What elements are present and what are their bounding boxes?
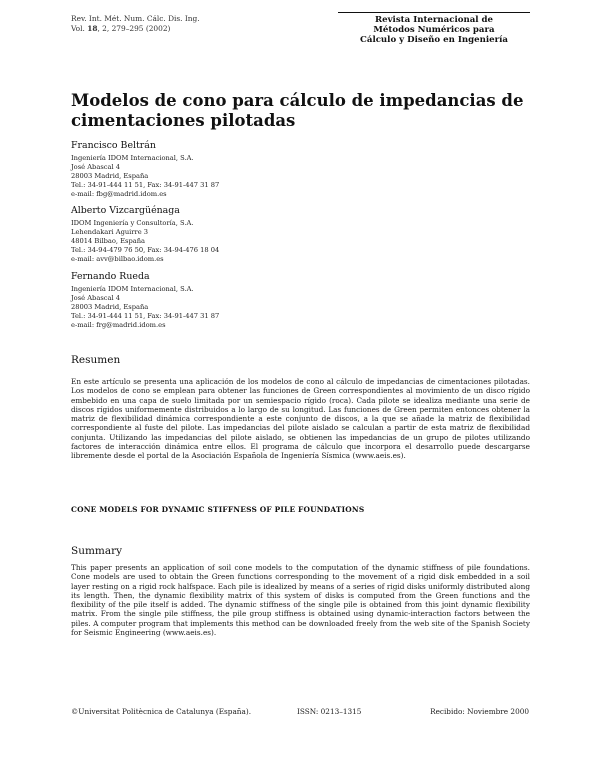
- citation-line-1: Rev. Int. Mét. Num. Cálc. Dis. Ing.: [71, 14, 200, 23]
- author-block: [71, 271, 371, 330]
- journal-line: Revista Internacional de: [374, 15, 494, 25]
- author-block: [71, 205, 371, 264]
- vol-prefix: Vol.: [71, 24, 85, 33]
- author-email: e-mail: frg@madrid.idom.es: [71, 321, 166, 330]
- author-address: José Abascal 4: [71, 163, 121, 172]
- author-phone: Tel.: 34-91-444 11 51, Fax: 34-91-447 31 87: [71, 312, 220, 321]
- author-phone: Tel.: 34-94-479 76 50, Fax: 34-94-476 18 04: [71, 246, 220, 255]
- footer-issn: ISSN: 0213–1315: [297, 707, 362, 716]
- author-affiliation: Ingeniería IDOM Internacional, S.A.: [71, 285, 194, 293]
- author-name: Francisco Beltrán: [71, 140, 156, 151]
- journal-rule: [338, 12, 530, 13]
- author-affiliation: IDOM Ingeniería y Consultoría, S.A.: [71, 219, 194, 227]
- citation-header: [71, 14, 200, 34]
- vol-number: 18: [87, 24, 98, 33]
- journal-line: Cálculo y Diseño en Ingeniería: [360, 35, 508, 45]
- journal-name: [338, 15, 530, 45]
- author-name: Alberto Vizcargüénaga: [71, 205, 180, 216]
- author-name: Fernando Rueda: [71, 271, 150, 282]
- journal-line: Métodos Numéricos para: [373, 25, 495, 35]
- resumen-text: En este artículo se presenta una aplicación de los modelos de cono al cálculo de impedancias de cimentaciones pilotadas. Los modelos de cono se emplean para obtener las funciones de Green correspondientes al movimiento de un disco rígido embebido en una capa de suelo limitada por un semiespacio rígido (roca). Cada pilote se idealiza mediante una serie de discos rígidos uniformemente distribuidos a lo largo de su longitud. Las funciones de Green permiten entonces obtener la matriz de flexibilidad dinámica correspondiente a este conjunto de discos, a la que se añade la matriz de flexibilidad correspondiente al fuste del pilote. Las impedancias del pilote aislado se calculan a partir de esta matriz de flexibilidad conjunta. Utilizando las impedancias del pilote aislado, se obtienen las impedancias de un grupo de pilotes utilizando factores de interacción dinámica entre ellos. El programa de cálculo que incorpora el desarrollo puede descargarse libremente desde el portal de la Asociación Española de Ingeniería Sísmica (www.aeis.es).: [71, 377, 530, 461]
- resumen-heading: Resumen: [71, 354, 121, 366]
- issue-pages: , 2, 279–295 (2002): [97, 24, 171, 33]
- title-line: Modelos de cono para cálculo de impedancias de: [71, 91, 524, 110]
- footer-copyright: ©Universitat Politècnica de Catalunya (España).: [71, 707, 252, 716]
- author-city: 28003 Madrid, España: [71, 303, 149, 312]
- citation-line-2: [71, 24, 200, 34]
- author-city: 28003 Madrid, España: [71, 172, 149, 181]
- summary-heading: Summary: [71, 545, 123, 557]
- author-address: José Abascal 4: [71, 294, 121, 303]
- title-line: cimentaciones pilotadas: [71, 111, 296, 130]
- author-city: 48014 Bilbao, España: [71, 237, 146, 246]
- paper-title: [71, 91, 531, 131]
- author-block: [71, 140, 371, 199]
- summary-text: This paper presents an application of soil cone models to the computation of the dynamic stiffness of pile foundations. Cone models are used to obtain the Green functions corresponding to the movement of a rigid disk embedded in a soil layer resting on a rigid rock halfspace. Each pile is idealized by means of a series of rigid disks uniformly distributed along its length. Then, the dynamic flexibility matrix of this system of disks is computed from the Green functions and the flexibility of the pile itself is added. The dynamic stiffness of the single pile is obtained from this joint dynamic flexibility matrix. From the single pile stiffness, the pile group stiffness is obtained using dynamic-interaction factors between the piles. A computer program that implements this method can be downloaded freely from the web site of the Spanish Society for Seismic Engineering (www.aeis.es).: [71, 563, 530, 638]
- author-email: e-mail: fbg@madrid.idom.es: [71, 190, 167, 199]
- author-phone: Tel.: 34-91-444 11 51, Fax: 34-91-447 31 87: [71, 181, 220, 190]
- author-email: e-mail: avv@bilbao.idom.es: [71, 255, 164, 264]
- author-address: Lehendakari Aguirre 3: [71, 228, 149, 237]
- footer-received: Recibido: Noviembre 2000: [430, 707, 529, 716]
- author-affiliation: Ingeniería IDOM Internacional, S.A.: [71, 154, 194, 162]
- english-title: CONE MODELS FOR DYNAMIC STIFFNESS OF PILE FOUNDATIONS: [71, 505, 365, 514]
